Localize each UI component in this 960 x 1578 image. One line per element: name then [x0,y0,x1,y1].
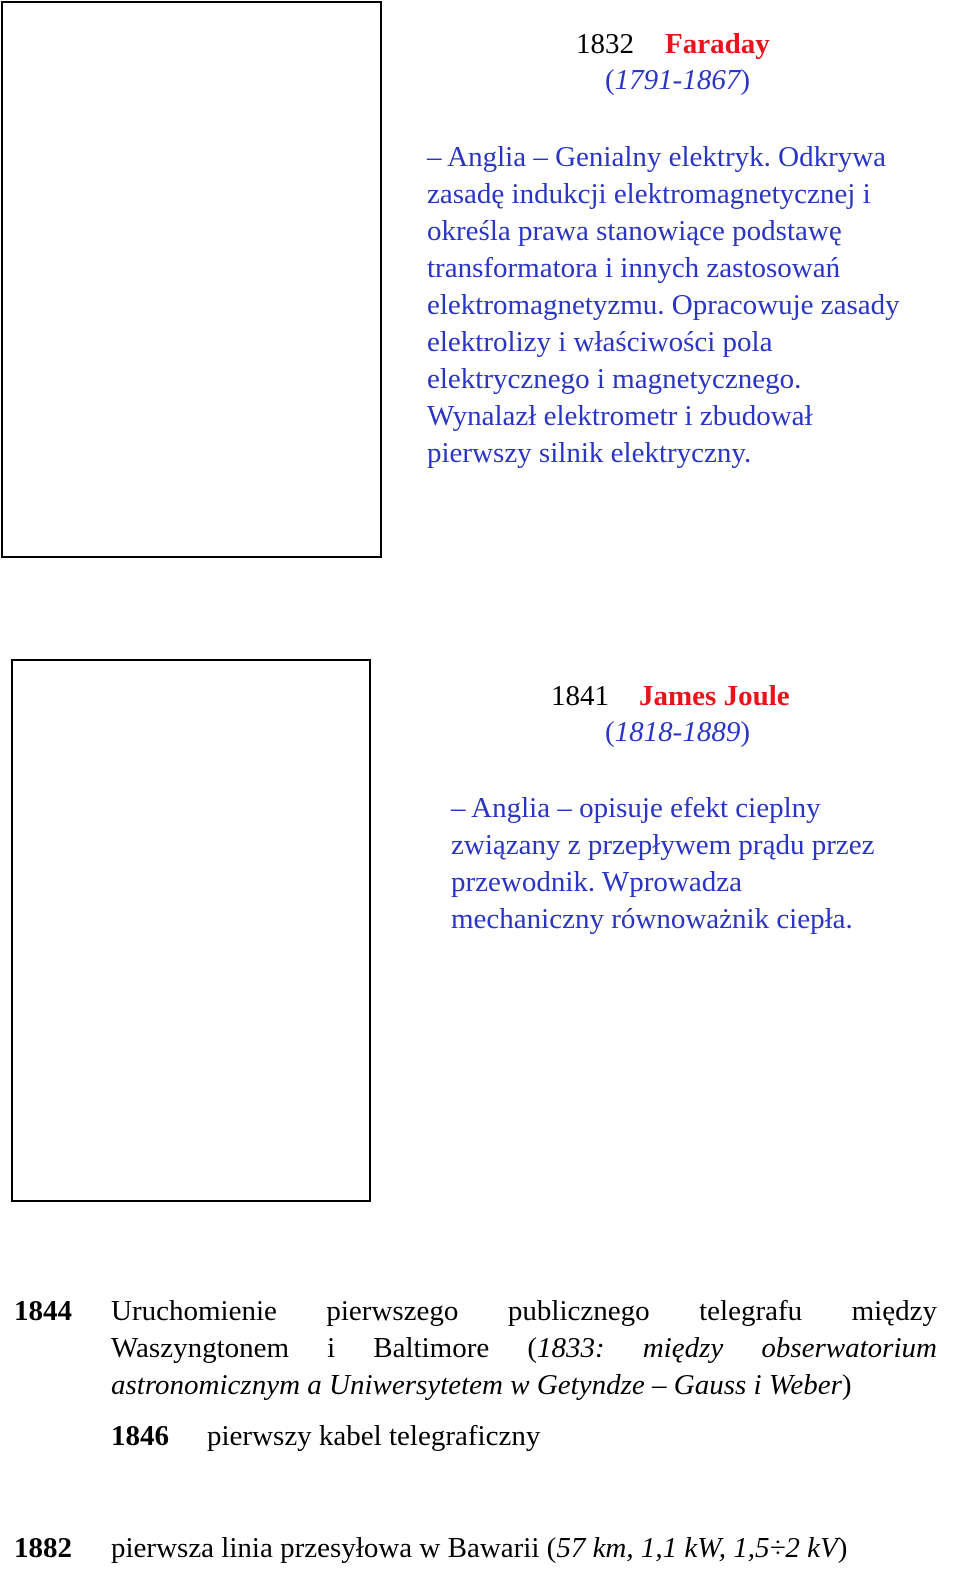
entry-1844-word: w [510,1369,530,1401]
entry-1844-word: Gauss [673,1369,747,1401]
entry-1844-word: a [307,1369,322,1401]
entry-1844-line-2 [111,1332,937,1365]
faraday-desc-line: elektromagnetyzmu. Opracowuje zasady [427,289,900,321]
entry-1846-year: 1846 [111,1420,169,1452]
entry-1844-word: między [642,1332,724,1364]
entry-1844-word: obserwatorium [761,1332,937,1364]
entry-1844-word: Weber [768,1369,842,1401]
entry-1844-word: Waszyngtonem [111,1332,290,1364]
joule-name: James Joule [639,680,790,712]
entry-1844-word: i [327,1332,336,1364]
joule-desc-line: – Anglia – opisuje efekt cieplny [451,792,821,824]
faraday-year: 1832 [576,28,634,60]
joule-desc-line: związany z przepływem prądu przez [451,829,875,861]
entry-1844-word: publicznego [507,1295,650,1327]
faraday-desc-line: zasadę indukcji elektromagnetycznej i [427,178,871,210]
faraday-desc-line: – Anglia – Genialny elektryk. Odkrywa [427,141,887,173]
entry-1882-year: 1882 [14,1532,72,1564]
entry-1844-word: i [753,1369,762,1401]
entry-1844-word: astronomicznym [111,1369,301,1401]
entry-1844-word: Getyndze [536,1369,645,1401]
entry-1844-word: Uniwersytetem [329,1369,503,1401]
entry-1844-word: telegrafu [699,1295,803,1327]
joule-year: 1841 [551,680,609,712]
faraday-desc-line: pierwszy silnik elektryczny. [427,437,752,469]
faraday-desc-line: transformatora i innych zastosowań [427,252,841,284]
faraday-desc-line: elektrycznego i magnetycznego. [427,363,802,395]
entry-1844-line-3: astronomicznym a Uniwersytetem w Getyndze – Gauss i Weber) [111,1369,852,1401]
faraday-lifespan: (1791-1867) [605,64,751,96]
entry-1846-text: pierwszy kabel telegraficzny [207,1420,541,1452]
joule-desc-line: mechaniczny równoważnik ciepła. [451,903,853,935]
faraday-name: Faraday [665,28,770,60]
joule-portrait-frame [11,659,371,1202]
entry-1844-word: między [851,1295,937,1327]
faraday-desc-line: elektrolizy i właściwości pola [427,326,773,358]
faraday-desc-line: Wynalazł elektrometr i zbudował [427,400,813,432]
entry-1844-word: (1833: [527,1332,605,1364]
entry-1844-word: Baltimore [373,1332,490,1364]
joule-description [451,790,875,938]
faraday-portrait-frame [1,1,382,558]
joule-lifespan: (1818-1889) [605,716,751,748]
entry-1882-text: pierwsza linia przesyłowa w Bawarii (57 km, 1,1 kW, 1,5÷2 kV) [111,1532,848,1564]
entry-1844-year: 1844 [14,1295,72,1327]
faraday-desc-line: określa prawa stanowiące podstawę [427,215,842,247]
faraday-description [427,139,900,472]
joule-desc-line: przewodnik. Wprowadza [451,866,742,898]
entry-1844-word: – [652,1369,667,1401]
entry-1844-line-1 [111,1295,937,1328]
entry-1844-word: pierwszego [326,1295,459,1327]
entry-1844-word: Uruchomienie [111,1295,277,1327]
